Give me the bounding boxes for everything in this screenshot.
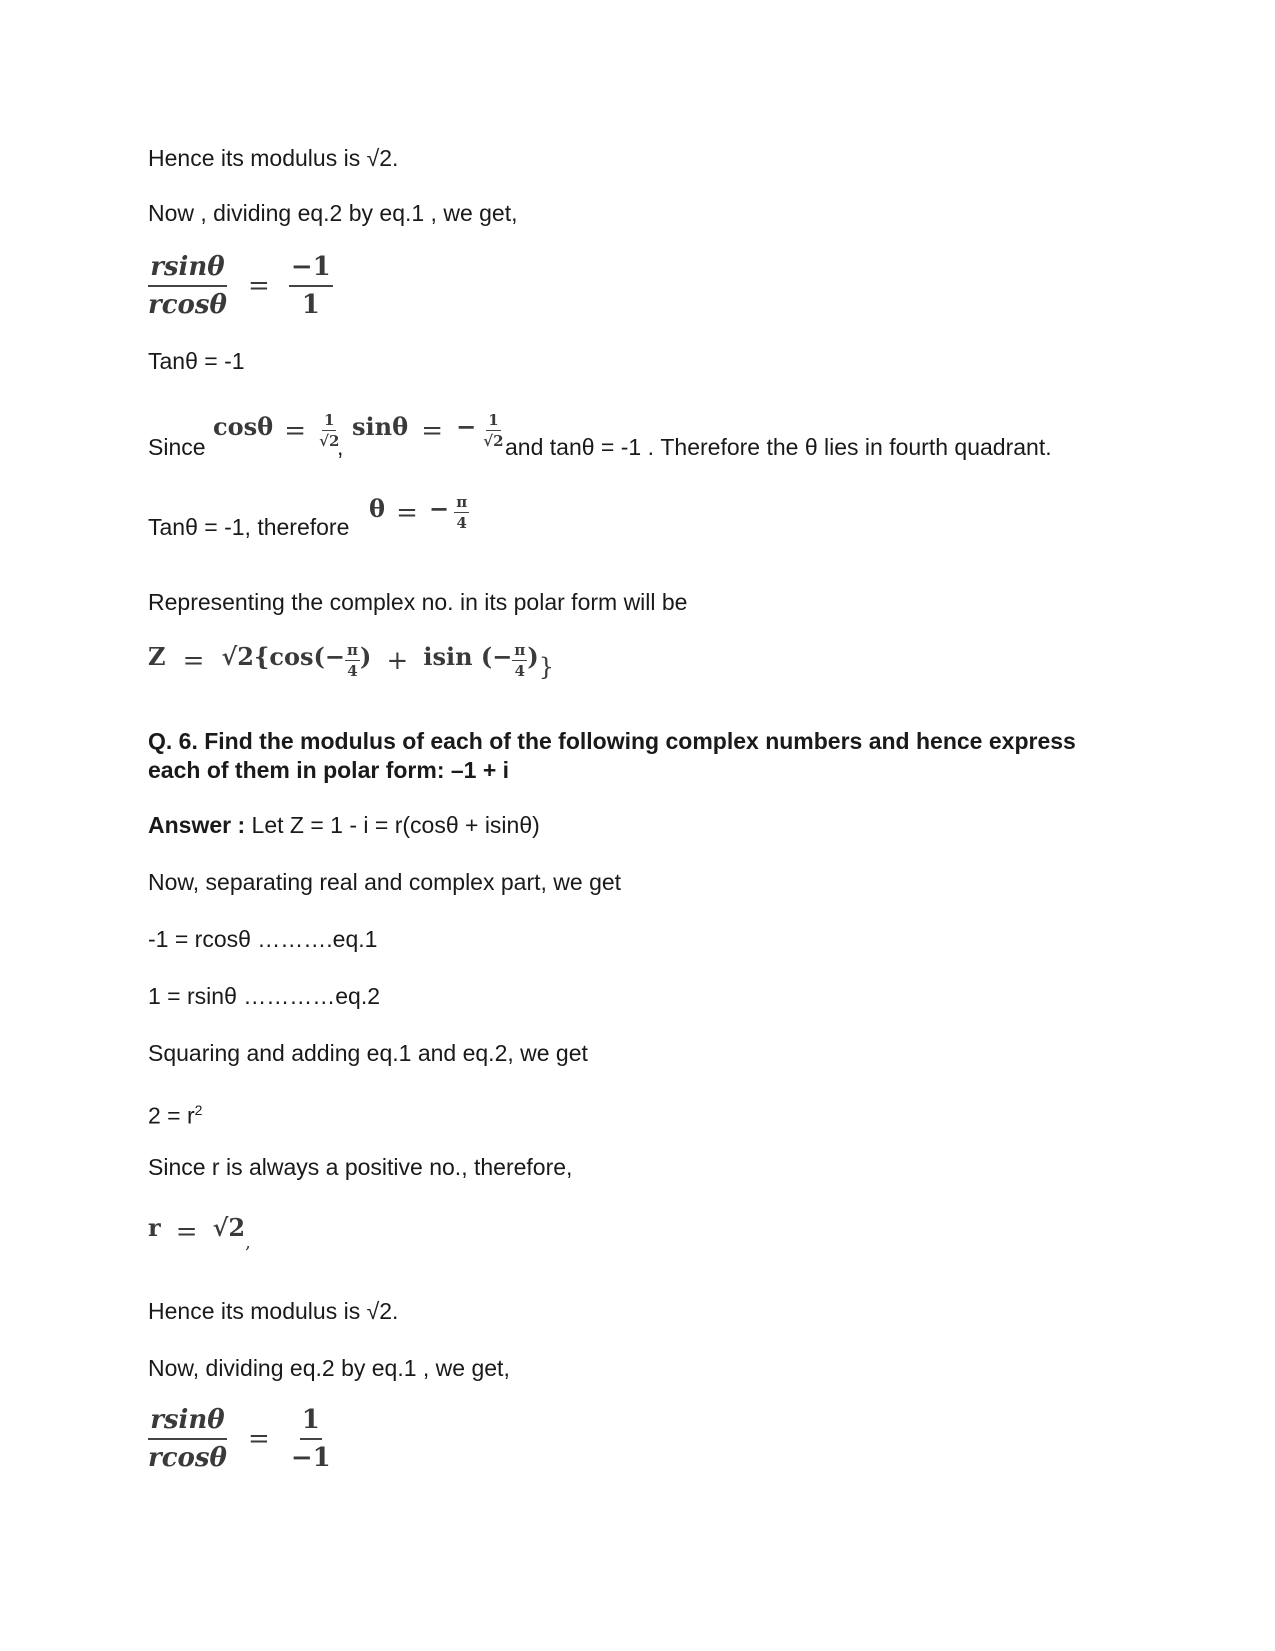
sin-part: isin (− (423, 642, 513, 671)
cos-part: √2{cos(− (221, 642, 346, 671)
minus-sign: − (429, 494, 450, 523)
cos-label: cosθ (213, 412, 274, 441)
fraction-denominator: −1 (290, 1443, 331, 1473)
tan-line: Tanθ = -1 (148, 348, 245, 374)
fraction-numerator: 1 (324, 411, 335, 429)
modulus-line: Hence its modulus is √2. (148, 145, 399, 171)
fraction-denominator: √2 (319, 432, 340, 450)
separating-line: Now, separating real and complex part, we get (148, 869, 622, 895)
pi-over-four (454, 493, 469, 532)
exponent: 2 (194, 1102, 203, 1118)
fraction-denominator: 4 (456, 514, 467, 532)
since-r-line: Since r is always a positive no., therefore, (148, 1154, 573, 1180)
equals-sign: = (247, 271, 270, 301)
answer-label: Answer : (148, 812, 246, 838)
fraction-denominator: 4 (347, 662, 358, 680)
since-suffix: and tanθ = -1 . Therefore the θ lies in fourth quadrant. (505, 434, 1052, 460)
dividing-line-2: Now, dividing eq.2 by eq.1 , we get, (148, 1355, 510, 1381)
fraction-denominator: 1 (301, 290, 320, 320)
fraction-denominator: 4 (514, 662, 526, 680)
tan-therefore: Tanθ = -1, therefore (148, 514, 350, 540)
fraction-numerator: 1 (488, 411, 499, 429)
equals-sign: = (421, 415, 443, 446)
z-symbol: Z (148, 642, 166, 671)
equals-sign: = (247, 1424, 270, 1454)
answer-text: Let Z = 1 - i = r(cosθ + isinθ) (245, 812, 540, 838)
fraction-denominator: √2 (483, 432, 504, 450)
answer-line (148, 811, 540, 839)
fraction-numerator: rsinθ (148, 252, 226, 287)
equals-sign: = (182, 645, 205, 676)
fraction-numerator: rsinθ (148, 1405, 226, 1440)
dividing-line: Now , dividing eq.2 by eq.1 , we get, (148, 200, 518, 226)
fraction-rhs (289, 1405, 333, 1473)
equals-sign: = (284, 415, 307, 446)
question-heading: Q. 6. Find the modulus of each of the following complex numbers and hence express each of them in polar form: –1 + i (148, 728, 1076, 783)
close-brace: } (538, 653, 554, 681)
fraction-numerator: −1 (289, 252, 333, 287)
sin-expression (352, 411, 506, 450)
equals-sign: = (175, 1216, 198, 1247)
equation-1-line: -1 = rcosθ ……….eq.1 (148, 926, 378, 952)
fraction-numerator: π (347, 641, 359, 659)
fraction-lhs (146, 1405, 229, 1473)
close-paren: ) (527, 642, 539, 671)
fraction-rhs (289, 252, 333, 320)
theta-symbol: θ (369, 494, 386, 523)
r-squared-text: 2 = r (148, 1102, 195, 1129)
pi-over-four (345, 641, 360, 680)
squaring-line: Squaring and adding eq.1 and eq.2, we get (148, 1040, 588, 1066)
fraction-numerator: π (456, 493, 468, 511)
fraction-equation-2 (146, 1405, 333, 1473)
one-over-root2 (481, 411, 505, 450)
cos-expression (213, 411, 341, 450)
pi-over-four (512, 641, 527, 680)
fraction-lhs (146, 252, 229, 320)
fraction-numerator: 1 (300, 1405, 322, 1440)
fraction-denominator: rcosθ (148, 1443, 227, 1473)
r-value-expression (148, 1213, 251, 1253)
since-comma: , (337, 434, 344, 460)
since-prefix: Since (148, 434, 206, 460)
r-symbol: r (148, 1213, 161, 1242)
polar-form-expression (148, 641, 554, 680)
minus-sign: − (456, 412, 477, 441)
modulus-line-2: Hence its modulus is √2. (148, 1298, 399, 1324)
plus-sign: + (386, 645, 409, 676)
equation-2-line: 1 = rsinθ …………eq.2 (148, 983, 381, 1009)
fraction-denominator: rcosθ (148, 290, 227, 320)
equals-sign: = (396, 497, 418, 528)
fraction-numerator: π (514, 641, 526, 659)
fraction-equation-1 (146, 252, 333, 320)
polar-intro: Representing the complex no. in its polar form will be (148, 589, 688, 615)
theta-expression (369, 493, 469, 532)
close-paren: ) (360, 642, 372, 671)
r-squared-line (148, 1096, 202, 1130)
root-two: √2 (212, 1213, 246, 1242)
sin-label: sinθ (352, 412, 409, 441)
comma: , (245, 1232, 251, 1253)
